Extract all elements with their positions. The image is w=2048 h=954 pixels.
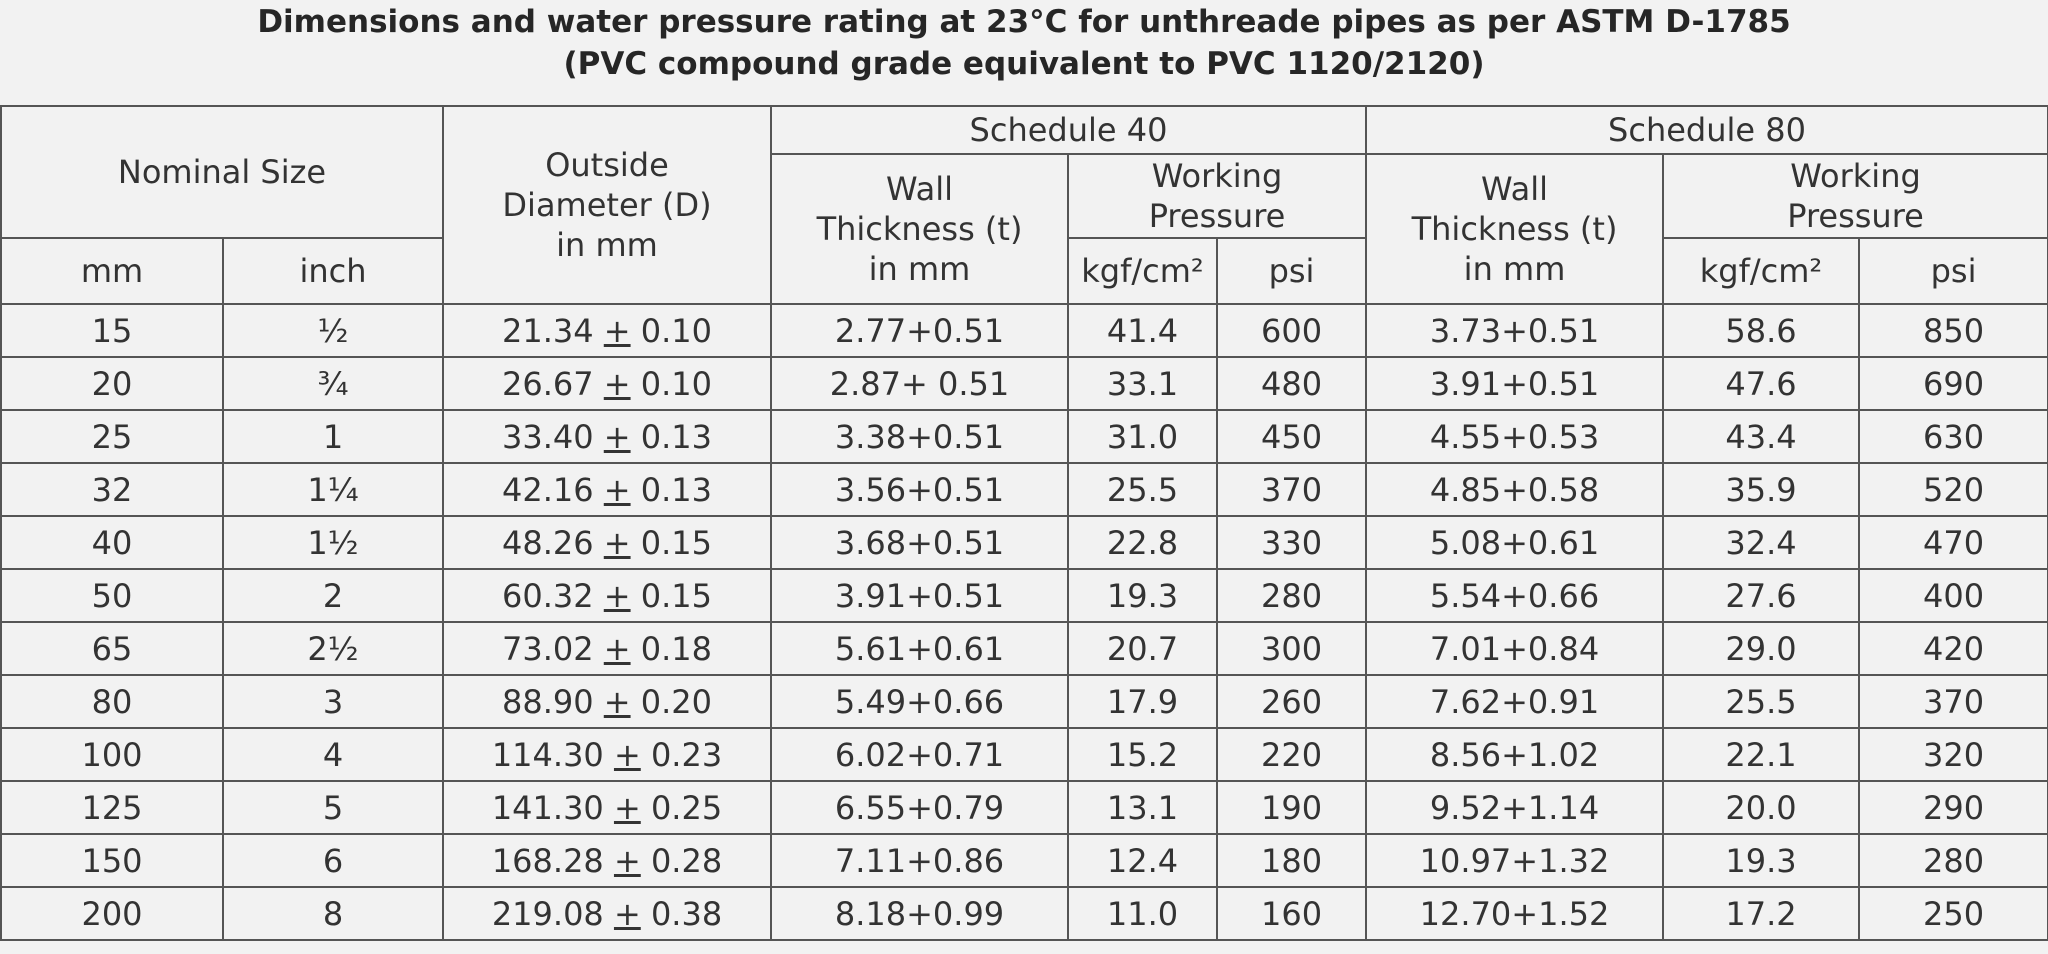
table-row [1,781,2048,834]
cell-kgf-40: 33.1 [1068,357,1217,410]
cell-wall-thickness-40: 2.87+ 0.51 [771,357,1068,410]
plus-minus-symbol: + [603,523,631,562]
table-title: Dimensions and water pressure rating at 23°C for unthreade pipes as per ASTM D-1785 [257,4,1791,40]
cell-mm: 80 [1,675,223,728]
cell-inch: 6 [223,834,443,887]
od-value: 42.16 [501,470,594,509]
cell-wall-thickness-40: 5.61+0.61 [771,622,1068,675]
od-tolerance: 0.13 [640,470,712,509]
cell-outside-diameter [443,887,771,940]
cell-outside-diameter [443,781,771,834]
outside-diameter-header [443,106,771,304]
cell-psi-40: 160 [1217,887,1366,940]
od-tolerance: 0.15 [640,576,712,615]
cell-wall-thickness-80: 3.91+0.51 [1366,357,1663,410]
working-pressure-80-line-2: Pressure [1787,197,1924,235]
plus-minus-symbol: + [603,682,631,721]
cell-psi-40: 370 [1217,463,1366,516]
plus-minus-symbol: + [613,735,641,774]
cell-outside-diameter [443,622,771,675]
cell-kgf-40: 15.2 [1068,728,1217,781]
cell-wall-thickness-40: 2.77+0.51 [771,304,1068,357]
cell-mm: 65 [1,622,223,675]
cell-kgf-40: 22.8 [1068,516,1217,569]
cell-inch: 5 [223,781,443,834]
schedule-40-header: Schedule 40 [771,106,1366,154]
cell-psi-80: 470 [1859,516,2048,569]
plus-minus-symbol: + [613,788,641,827]
pipe-dimensions-table [0,105,2048,941]
cell-mm: 100 [1,728,223,781]
cell-kgf-80: 19.3 [1663,834,1859,887]
cell-wall-thickness-80: 4.55+0.53 [1366,410,1663,463]
cell-psi-40: 480 [1217,357,1366,410]
cell-kgf-80: 29.0 [1663,622,1859,675]
cell-outside-diameter [443,304,771,357]
cell-psi-80: 290 [1859,781,2048,834]
wall-thickness-40-header [771,154,1068,304]
cell-psi-40: 260 [1217,675,1366,728]
cell-wall-thickness-80: 5.08+0.61 [1366,516,1663,569]
cell-psi-40: 330 [1217,516,1366,569]
cell-outside-diameter [443,357,771,410]
plus-minus-symbol: + [603,629,631,668]
cell-mm: 50 [1,569,223,622]
table-body [1,304,2048,940]
cell-psi-80: 250 [1859,887,2048,940]
cell-mm: 32 [1,463,223,516]
od-tolerance: 0.38 [650,894,723,933]
wall-thickness-40-line-1: Wall [886,170,953,208]
cell-mm: 40 [1,516,223,569]
od-tolerance: 0.25 [650,788,723,827]
plus-minus-symbol: + [603,311,631,350]
od-value: 219.08 [491,894,604,933]
cell-mm: 15 [1,304,223,357]
table-row [1,887,2048,940]
cell-inch: 4 [223,728,443,781]
cell-wall-thickness-80: 8.56+1.02 [1366,728,1663,781]
wall-thickness-40-line-3: in mm [868,250,971,288]
kgf-40-header: kgf/cm² [1068,238,1217,304]
cell-psi-80: 320 [1859,728,2048,781]
wall-thickness-80-header [1366,154,1663,304]
cell-wall-thickness-80: 9.52+1.14 [1366,781,1663,834]
cell-outside-diameter [443,834,771,887]
cell-psi-80: 690 [1859,357,2048,410]
table-subtitle: (PVC compound grade equivalent to PVC 1120/2120) [563,46,1485,82]
cell-inch: 2½ [223,622,443,675]
header-row-1 [1,106,2048,154]
plus-minus-symbol: + [603,364,631,403]
outside-diameter-header-line-2: Diameter (D) [502,186,712,224]
table-row [1,304,2048,357]
cell-inch: 1½ [223,516,443,569]
cell-mm: 125 [1,781,223,834]
od-value: 26.67 [501,364,594,403]
cell-outside-diameter [443,728,771,781]
cell-psi-40: 450 [1217,410,1366,463]
cell-kgf-40: 17.9 [1068,675,1217,728]
od-value: 168.28 [491,841,604,880]
cell-wall-thickness-80: 7.62+0.91 [1366,675,1663,728]
cell-kgf-40: 31.0 [1068,410,1217,463]
cell-kgf-80: 43.4 [1663,410,1859,463]
od-value: 60.32 [501,576,594,615]
cell-outside-diameter [443,516,771,569]
cell-wall-thickness-40: 6.55+0.79 [771,781,1068,834]
od-value: 21.34 [501,311,594,350]
cell-psi-80: 630 [1859,410,2048,463]
od-value: 73.02 [501,629,594,668]
working-pressure-40-line-2: Pressure [1148,197,1286,235]
wall-thickness-80-line-1: Wall [1481,170,1548,208]
kgf-80-header: kgf/cm² [1663,238,1859,304]
working-pressure-80-line-1: Working [1790,157,1921,195]
cell-inch: 8 [223,887,443,940]
cell-kgf-80: 20.0 [1663,781,1859,834]
cell-psi-40: 180 [1217,834,1366,887]
cell-kgf-40: 11.0 [1068,887,1217,940]
cell-wall-thickness-40: 3.68+0.51 [771,516,1068,569]
cell-psi-40: 300 [1217,622,1366,675]
cell-outside-diameter [443,675,771,728]
psi-40-header: psi [1217,238,1366,304]
cell-outside-diameter [443,569,771,622]
table-row [1,569,2048,622]
cell-wall-thickness-40: 6.02+0.71 [771,728,1068,781]
table-row [1,834,2048,887]
od-tolerance: 0.18 [640,629,712,668]
cell-psi-80: 420 [1859,622,2048,675]
cell-psi-80: 370 [1859,675,2048,728]
cell-kgf-40: 25.5 [1068,463,1217,516]
table-row [1,463,2048,516]
cell-wall-thickness-80: 10.97+1.32 [1366,834,1663,887]
cell-psi-40: 190 [1217,781,1366,834]
schedule-80-header: Schedule 80 [1366,106,2048,154]
od-tolerance: 0.10 [640,364,712,403]
working-pressure-40-line-1: Working [1151,157,1283,195]
cell-kgf-40: 41.4 [1068,304,1217,357]
cell-wall-thickness-40: 7.11+0.86 [771,834,1068,887]
cell-inch: ½ [223,304,443,357]
cell-wall-thickness-80: 12.70+1.52 [1366,887,1663,940]
mm-header: mm [1,238,223,304]
cell-kgf-80: 58.6 [1663,304,1859,357]
cell-kgf-80: 47.6 [1663,357,1859,410]
od-tolerance: 0.23 [650,735,723,774]
od-tolerance: 0.20 [640,682,712,721]
cell-inch: ¾ [223,357,443,410]
cell-psi-80: 280 [1859,834,2048,887]
cell-kgf-40: 19.3 [1068,569,1217,622]
plus-minus-symbol: + [603,576,631,615]
cell-wall-thickness-40: 3.91+0.51 [771,569,1068,622]
cell-wall-thickness-80: 4.85+0.58 [1366,463,1663,516]
cell-wall-thickness-40: 3.56+0.51 [771,463,1068,516]
inch-header: inch [223,238,443,304]
cell-psi-80: 520 [1859,463,2048,516]
cell-kgf-80: 25.5 [1663,675,1859,728]
wall-thickness-40-line-2: Thickness (t) [816,210,1023,248]
plus-minus-symbol: + [603,470,631,509]
cell-wall-thickness-40: 8.18+0.99 [771,887,1068,940]
cell-kgf-80: 22.1 [1663,728,1859,781]
cell-psi-40: 280 [1217,569,1366,622]
cell-inch: 1¼ [223,463,443,516]
od-value: 114.30 [491,735,604,774]
od-value: 33.40 [501,417,594,456]
table-row [1,675,2048,728]
wall-thickness-80-line-3: in mm [1463,250,1566,288]
cell-kgf-80: 35.9 [1663,463,1859,516]
cell-psi-40: 220 [1217,728,1366,781]
outside-diameter-header-line-3: in mm [556,226,658,264]
cell-mm: 25 [1,410,223,463]
cell-kgf-40: 12.4 [1068,834,1217,887]
cell-wall-thickness-80: 7.01+0.84 [1366,622,1663,675]
cell-kgf-80: 27.6 [1663,569,1859,622]
od-tolerance: 0.28 [650,841,723,880]
od-value: 141.30 [491,788,604,827]
cell-inch: 2 [223,569,443,622]
psi-80-header: psi [1859,238,2048,304]
od-value: 88.90 [501,682,594,721]
cell-psi-80: 850 [1859,304,2048,357]
cell-mm: 200 [1,887,223,940]
plus-minus-symbol: + [603,417,631,456]
od-tolerance: 0.13 [640,417,712,456]
cell-inch: 3 [223,675,443,728]
nominal-size-header: Nominal Size [1,106,443,238]
cell-kgf-40: 13.1 [1068,781,1217,834]
cell-wall-thickness-40: 3.38+0.51 [771,410,1068,463]
cell-outside-diameter [443,410,771,463]
cell-kgf-80: 17.2 [1663,887,1859,940]
cell-inch: 1 [223,410,443,463]
title-block [0,0,2048,104]
table-row [1,410,2048,463]
od-tolerance: 0.10 [640,311,712,350]
outside-diameter-header-line-1: Outside [545,146,669,184]
plus-minus-symbol: + [613,894,641,933]
working-pressure-40-header [1068,154,1366,238]
table-row [1,622,2048,675]
cell-kgf-80: 32.4 [1663,516,1859,569]
cell-kgf-40: 20.7 [1068,622,1217,675]
table-row [1,357,2048,410]
working-pressure-80-header [1663,154,2048,238]
od-tolerance: 0.15 [640,523,712,562]
plus-minus-symbol: + [613,841,641,880]
cell-wall-thickness-80: 3.73+0.51 [1366,304,1663,357]
cell-psi-80: 400 [1859,569,2048,622]
cell-outside-diameter [443,463,771,516]
cell-psi-40: 600 [1217,304,1366,357]
cell-mm: 20 [1,357,223,410]
wall-thickness-80-line-2: Thickness (t) [1411,210,1618,248]
cell-wall-thickness-80: 5.54+0.66 [1366,569,1663,622]
cell-mm: 150 [1,834,223,887]
table-row [1,728,2048,781]
table-row [1,516,2048,569]
od-value: 48.26 [501,523,594,562]
cell-wall-thickness-40: 5.49+0.66 [771,675,1068,728]
